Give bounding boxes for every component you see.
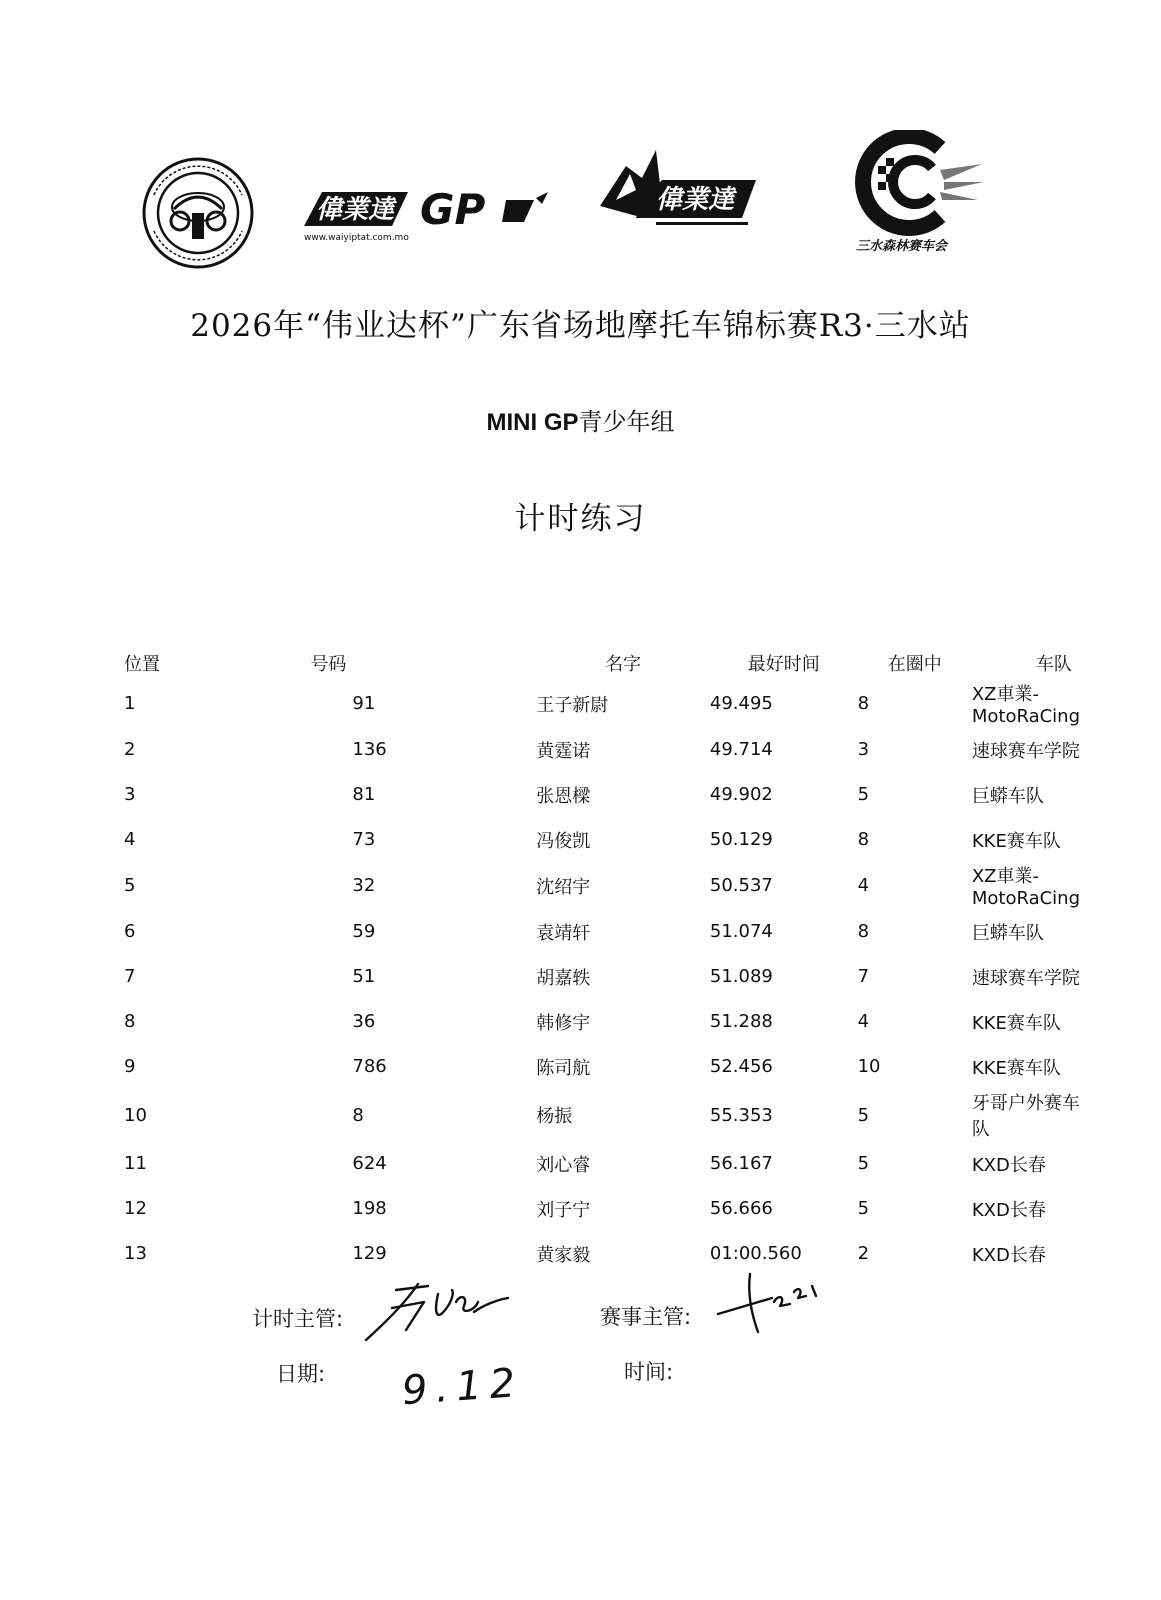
weiyeda-gp-url: www.waiyiptat.com.mo bbox=[304, 233, 409, 243]
cell-best-time: 51.074 bbox=[709, 921, 773, 942]
header-laps: 在圈中 bbox=[887, 654, 942, 675]
cell-position: 2 bbox=[124, 739, 136, 760]
race-director-signature bbox=[712, 1266, 832, 1338]
cell-laps: 8 bbox=[857, 829, 870, 850]
svg-text:三水森林赛车会: 三水森林赛车会 bbox=[856, 239, 948, 254]
cell-number: 129 bbox=[352, 1243, 387, 1264]
cell-team: XZ車業-MotoRaCing bbox=[971, 866, 1081, 909]
cell-number: 59 bbox=[352, 921, 376, 942]
table-row bbox=[100, 954, 1080, 999]
cell-team: KXD长春 bbox=[971, 1199, 1046, 1221]
cell-best-time: 50.537 bbox=[709, 875, 773, 896]
cell-name: 王子新尉 bbox=[536, 694, 609, 716]
cell-name: 黄家毅 bbox=[536, 1244, 591, 1266]
cell-number: 136 bbox=[352, 739, 387, 760]
cell-team: KXD长春 bbox=[971, 1244, 1046, 1266]
time-label: 时间: bbox=[624, 1360, 674, 1384]
table-row bbox=[100, 772, 1080, 817]
table-row bbox=[100, 1231, 1080, 1276]
cell-number: 91 bbox=[352, 693, 376, 714]
cell-number: 81 bbox=[352, 784, 376, 805]
cell-position: 6 bbox=[124, 921, 136, 942]
cell-name: 袁靖轩 bbox=[536, 922, 591, 944]
table-row bbox=[100, 1186, 1080, 1231]
cell-laps: 2 bbox=[857, 1243, 870, 1264]
cell-number: 32 bbox=[352, 875, 376, 896]
cell-position: 5 bbox=[124, 875, 136, 896]
cell-number: 51 bbox=[352, 966, 376, 987]
results-table bbox=[100, 646, 1080, 1276]
header-position: 位置 bbox=[124, 654, 160, 675]
category-latin: MINI GP bbox=[486, 409, 579, 436]
table-row bbox=[100, 680, 1080, 727]
cell-laps: 5 bbox=[857, 1198, 870, 1219]
table-row bbox=[100, 1141, 1080, 1186]
association-seal-icon bbox=[140, 155, 256, 271]
table-row bbox=[100, 727, 1080, 772]
date-handwritten: 9.12 bbox=[400, 1359, 525, 1415]
cell-position: 9 bbox=[124, 1056, 136, 1077]
cell-name: 张恩樑 bbox=[536, 785, 591, 807]
cell-best-time: 50.129 bbox=[709, 829, 773, 850]
cell-team: KKE赛车队 bbox=[971, 1057, 1061, 1079]
sanshui-circuit-logo-icon bbox=[848, 130, 988, 258]
cell-team: KKE赛车队 bbox=[971, 830, 1061, 852]
cell-team: 巨蟒车队 bbox=[971, 922, 1044, 944]
cell-laps: 8 bbox=[857, 693, 870, 714]
cell-number: 198 bbox=[352, 1198, 387, 1219]
cell-laps: 5 bbox=[857, 1153, 870, 1174]
cell-position: 3 bbox=[124, 784, 136, 805]
cell-best-time: 49.495 bbox=[709, 693, 773, 714]
cell-position: 4 bbox=[124, 829, 136, 850]
cell-best-time: 56.666 bbox=[709, 1198, 773, 1219]
cell-position: 13 bbox=[124, 1243, 147, 1264]
header-name: 名字 bbox=[605, 654, 642, 675]
table-row bbox=[100, 909, 1080, 954]
table-header-row bbox=[100, 646, 1080, 680]
timing-director-label: 计时主管: bbox=[252, 1307, 344, 1331]
table-row bbox=[100, 1089, 1080, 1141]
cell-position: 8 bbox=[124, 1011, 136, 1032]
cell-position: 12 bbox=[124, 1198, 147, 1219]
cell-team: 巨蟒车队 bbox=[971, 785, 1044, 807]
cell-laps: 4 bbox=[857, 1011, 870, 1032]
header-team: 车队 bbox=[1035, 654, 1072, 675]
table-row bbox=[100, 862, 1080, 909]
category-title bbox=[0, 402, 1161, 437]
svg-text:GP: GP bbox=[420, 185, 486, 234]
cell-best-time: 49.714 bbox=[709, 739, 773, 760]
svg-text:偉業達: 偉業達 bbox=[316, 195, 395, 225]
cell-best-time: 51.288 bbox=[709, 1011, 773, 1032]
cell-name: 刘子宁 bbox=[536, 1199, 591, 1221]
svg-text:偉業達: 偉業達 bbox=[656, 185, 735, 215]
cell-number: 624 bbox=[352, 1153, 387, 1174]
cell-name: 冯俊凯 bbox=[536, 830, 591, 852]
cell-team: 速球赛车学院 bbox=[971, 740, 1080, 762]
timing-director-signature bbox=[356, 1272, 516, 1348]
cell-best-time: 52.456 bbox=[709, 1056, 773, 1077]
cell-number: 786 bbox=[352, 1056, 387, 1077]
cell-laps: 5 bbox=[857, 1104, 870, 1126]
header-number: 号码 bbox=[310, 654, 347, 675]
cell-laps: 5 bbox=[857, 784, 870, 805]
cell-laps: 10 bbox=[857, 1056, 881, 1077]
cell-name: 胡嘉轶 bbox=[536, 967, 591, 989]
cell-best-time: 01:00.560 bbox=[709, 1243, 802, 1264]
table-row bbox=[100, 817, 1080, 862]
cell-team: 牙哥户外赛车队 bbox=[971, 1093, 1080, 1140]
cell-position: 11 bbox=[124, 1153, 147, 1174]
race-director-label: 赛事主管: bbox=[600, 1305, 692, 1329]
cell-best-time: 56.167 bbox=[709, 1153, 773, 1174]
cell-laps: 7 bbox=[857, 966, 870, 987]
cell-laps: 8 bbox=[857, 921, 870, 942]
cell-team: KKE赛车队 bbox=[971, 1012, 1061, 1034]
cell-position: 10 bbox=[124, 1104, 147, 1126]
cell-best-time: 51.089 bbox=[709, 966, 773, 987]
cell-position: 1 bbox=[124, 693, 136, 714]
weiyeda-gp-logo-icon bbox=[298, 178, 553, 248]
logo-strip bbox=[0, 120, 1161, 270]
cell-best-time: 49.902 bbox=[709, 784, 773, 805]
cell-number: 73 bbox=[352, 829, 376, 850]
cell-name: 陈司航 bbox=[536, 1057, 591, 1079]
cell-team: KXD长春 bbox=[971, 1154, 1046, 1176]
cell-name: 杨振 bbox=[536, 1106, 573, 1127]
table-row bbox=[100, 999, 1080, 1044]
cell-team: 速球赛车学院 bbox=[971, 967, 1080, 989]
table-row bbox=[100, 1044, 1080, 1089]
cell-name: 黄霆诺 bbox=[536, 740, 591, 762]
session-title: 计时练习 bbox=[514, 501, 647, 537]
date-label: 日期: bbox=[276, 1362, 326, 1386]
cell-number: 8 bbox=[352, 1104, 364, 1126]
cell-name: 刘心睿 bbox=[536, 1154, 591, 1176]
cell-name: 韩修宇 bbox=[536, 1012, 591, 1034]
cell-best-time: 55.353 bbox=[709, 1104, 773, 1126]
category-cn: 青少年组 bbox=[578, 408, 675, 436]
header-best-time: 最好时间 bbox=[747, 654, 820, 675]
cell-team: XZ車業-MotoRaCing bbox=[971, 684, 1081, 727]
cell-position: 7 bbox=[124, 966, 136, 987]
cell-name: 沈绍宇 bbox=[536, 876, 591, 898]
cell-laps: 4 bbox=[857, 875, 870, 896]
weiyeda-tiger-logo-icon bbox=[596, 144, 761, 232]
cell-number: 36 bbox=[352, 1011, 376, 1032]
page-title: 2026年“伟业达杯”广东省场地摩托车锦标赛R3·三水站 bbox=[190, 308, 971, 344]
cell-laps: 3 bbox=[857, 739, 870, 760]
